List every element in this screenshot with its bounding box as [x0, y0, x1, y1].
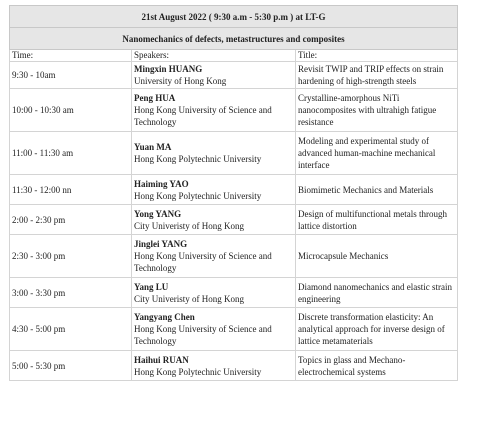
speaker-affiliation: Hong Kong University of Science and Technology: [134, 251, 272, 273]
talk-title-cell: Topics in glass and Mechano-electrochemical systems: [296, 351, 458, 381]
talk-title-cell: Design of multifunctional metals through lattice distortion: [296, 205, 458, 235]
speaker-affiliation: Hong Kong Polytechnic University: [134, 366, 262, 377]
speaker-name: Yuan MA: [134, 142, 172, 152]
table-row: [10, 205, 458, 235]
table-row: [10, 351, 458, 381]
session-banner-row: [10, 28, 458, 50]
time-cell: 11:30 - 12:00 nn: [10, 175, 132, 205]
table-row: [10, 89, 458, 132]
column-header-speakers: Speakers:: [132, 50, 296, 62]
column-header-row: [10, 50, 458, 62]
speaker-affiliation: Hong Kong University of Science and Technology: [134, 324, 272, 346]
speaker-cell: [132, 205, 296, 235]
time-cell: 11:00 - 11:30 am: [10, 132, 132, 175]
time-cell: 5:00 - 5:30 pm: [10, 351, 132, 381]
column-header-time: Time:: [10, 50, 132, 62]
speaker-name: Yang LU: [134, 281, 169, 292]
speaker-affiliation: University of Hong Kong: [134, 76, 227, 86]
time-cell: 9:30 - 10am: [10, 62, 132, 89]
speaker-name: Haiming YAO: [134, 178, 189, 189]
talk-title-cell: Diamond nanomechanics and elastic strain engineering: [296, 278, 458, 308]
speaker-cell: [132, 278, 296, 308]
schedule-table: [9, 5, 458, 381]
speaker-cell: [132, 175, 296, 205]
speaker-cell: [132, 308, 296, 351]
talk-title-cell: Biomimetic Mechanics and Materials: [296, 175, 458, 205]
table-row: [10, 308, 458, 351]
speaker-cell: [132, 132, 296, 175]
table-row: [10, 132, 458, 175]
speaker-name: Mingxin HUANG: [134, 64, 203, 74]
time-cell: 3:00 - 3:30 pm: [10, 278, 132, 308]
time-cell: 2:00 - 2:30 pm: [10, 205, 132, 235]
talk-title-cell: Microcapsule Mechanics: [296, 235, 458, 278]
speaker-affiliation: Hong Kong University of Science and Technology: [134, 105, 272, 127]
speaker-cell: [132, 351, 296, 381]
speaker-affiliation: Hong Kong Polytechnic University: [134, 190, 262, 201]
talk-title-cell: Crystalline-amorphous NiTi nanocomposites with ultrahigh fatigue resistance: [296, 89, 458, 132]
session-title: Nanomechanics of defects, metastructures and composites: [10, 28, 458, 50]
date-banner: 21st August 2022 ( 9:30 a.m - 5:30 p.m ) at LT-G: [10, 6, 458, 28]
time-cell: 4:30 - 5:00 pm: [10, 308, 132, 351]
speaker-cell: [132, 62, 296, 89]
time-cell: 10:00 - 10:30 am: [10, 89, 132, 132]
time-cell: 2:30 - 3:00 pm: [10, 235, 132, 278]
table-row: [10, 175, 458, 205]
speaker-cell: [132, 235, 296, 278]
table-row: [10, 235, 458, 278]
talk-title-cell: Modeling and experimental study of advanced human-machine mechanical interface: [296, 132, 458, 175]
speaker-name: Jinglei YANG: [134, 239, 188, 249]
speaker-name: Yangyang Chen: [134, 312, 195, 322]
talk-title-cell: Revisit TWIP and TRIP effects on strain hardening of high-strength steels: [296, 62, 458, 89]
speaker-name: Yong YANG: [134, 208, 182, 219]
date-banner-row: [10, 6, 458, 28]
speaker-affiliation: Hong Kong Polytechnic University: [134, 154, 262, 164]
speaker-affiliation: City Univeristy of Hong Kong: [134, 220, 244, 231]
speaker-name: Haihui RUAN: [134, 354, 189, 365]
speaker-affiliation: City Univeristy of Hong Kong: [134, 293, 244, 304]
speaker-cell: [132, 89, 296, 132]
table-row: [10, 62, 458, 89]
talk-title-cell: Discrete transformation elasticity: An analytical approach for inverse design of lattice metamaterials: [296, 308, 458, 351]
column-header-title: Title:: [296, 50, 458, 62]
table-row: [10, 278, 458, 308]
speaker-name: Peng HUA: [134, 93, 176, 103]
